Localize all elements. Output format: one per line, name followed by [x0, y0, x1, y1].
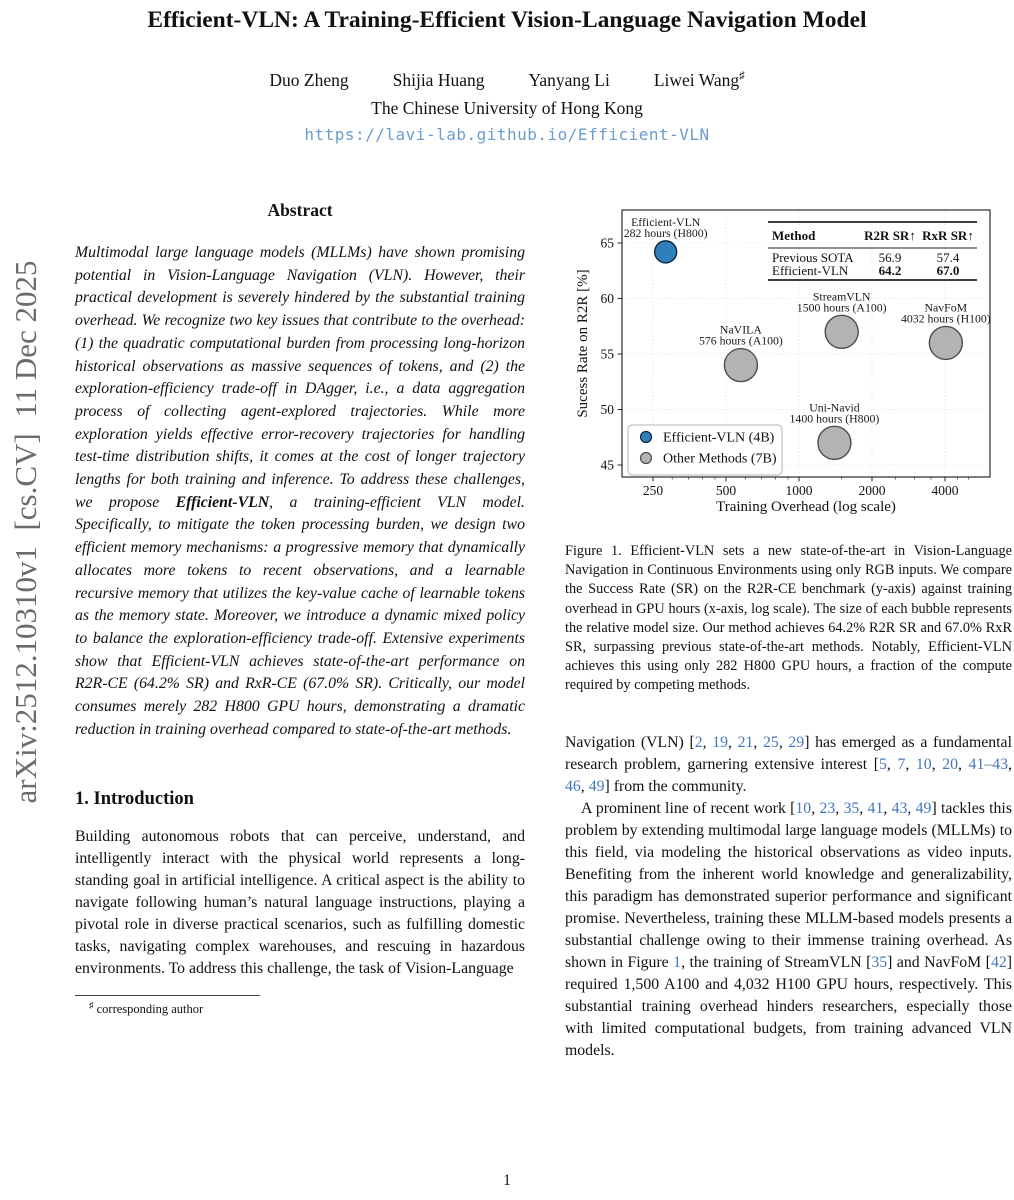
legend-label: Efficient-VLN (4B) [663, 430, 775, 446]
corresponding-author-mark: ♯ [739, 70, 745, 83]
bubble-label: NaVILA [719, 322, 762, 337]
citation-link[interactable]: 5 [879, 755, 887, 773]
bubble-label: Efficient-VLN [631, 214, 701, 229]
citation-link[interactable]: 41 [867, 799, 884, 817]
bubble-streamvln [825, 315, 858, 348]
figure-1-caption: Figure 1. Efficient-VLN sets a new state-of-the-art in Vision-Language Navigation in Continuous Environments using only RGB inputs. We compare the Success Rate (SR) on the R2R-CE benchmark (y-axis) against training overhead in GPU hours (x-axis, log scale). The size of each bubble represents the relative model size. Our method achieves 64.2% R2R SR and 67.0% RxR SR, surpassing previous state-of-the-art methods. Notably, Efficient-VLN achieves this using only 282 H800 GPU hours, a fraction of the compute required by competing methods. [565, 543, 1012, 694]
y-tick-label: 45 [600, 457, 614, 473]
citation-link[interactable]: 49 [588, 777, 605, 795]
footnote-text-row [75, 1000, 525, 1017]
bubble-label: NavFoM [924, 300, 968, 315]
citation-link[interactable]: 25 [763, 733, 779, 751]
bubble-sublabel: 1500 hours (A100) [796, 300, 887, 315]
author-name: Duo Zheng [269, 70, 349, 90]
inset-table-r2r: 64.2 [878, 263, 902, 278]
inset-table-header: RxR SR↑ [922, 228, 974, 243]
paper-header [0, 6, 1014, 145]
inset-table-r2r: 56.9 [878, 250, 902, 265]
citation-link[interactable]: 35 [843, 799, 860, 817]
y-tick-label: 60 [600, 291, 614, 306]
footnote-rule [75, 995, 260, 996]
x-tick-label: 250 [642, 483, 664, 498]
inset-table-header: R2R SR↑ [864, 228, 916, 243]
inset-table-rxr: 57.4 [936, 250, 960, 265]
abstract-heading: Abstract [267, 200, 333, 220]
authors-row [0, 70, 1014, 91]
introduction-paragraph: Building autonomous robots that can perceive, understand, and intelligently interact with the physical world represents a long-standing goal in artificial intelligence. A critical aspect is the ability to navigate following human’s natural language instructions, playing a pivotal role in diverse practical scenarios, such as fulfilling domestic tasks, navigating complex warehouses, and rescuing in hazardous environments. To address this challenge, the task of Vision-Language [75, 828, 525, 977]
citation-link[interactable]: 19 [712, 733, 729, 751]
citation-link[interactable]: 35 [871, 953, 888, 971]
bubble-efficient-vln [655, 241, 677, 263]
x-tick-label: 1000 [785, 483, 813, 498]
bubble-uni-navid [818, 426, 851, 459]
abstract-text: Multimodal large language models (MLLMs) have shown promising potential in Vision-Language Navigation (VLN). However, their practical development is severely hindered by the substantial training overhead. We recognize two key issues that contribute to the overhead: (1) the quadratic computational burden from processing long-horizon historical observations as massive sequences of tokens, and (2) the exploration-efficiency trade-off in DAgger, i.e., a data aggregation process of collecting agent-explored trajectories. While more exploration yields effective error-recovery trajectories for handling test-time distribution shifts, it comes at the cost of longer trajectory lengths for both training and inference. To address these challenges, we propose Efficient-VLN, a training-efficient VLN model. Specifically, to mitigate the token processing burden, we design two efficient memory mechanisms: a progressive memory that dynamically allocates more tokens to recent observations, and a learnable recursive memory that utilizes the key-value cache of learnable tokens as the memory state. Moreover, we introduce a dynamic mixed policy to balance the exploration-efficiency trade-off. Extensive experiments show that Efficient-VLN achieves state-of-the-art performance on R2R-CE (64.2% SR) and RxR-CE (67.0% SR). Critically, our model consumes merely 282 H800 GPU hours, demonstrating a dramatic reduction in training overhead compared to state-of-the-art methods. [75, 244, 525, 738]
bubble-sublabel: 576 hours (A100) [698, 333, 783, 348]
author-name: Shijia Huang [392, 70, 485, 90]
bubble-navfom [929, 326, 962, 359]
citation-link[interactable]: 49 [915, 799, 932, 817]
citation-link[interactable]: 23 [819, 799, 836, 817]
inset-table-method: Efficient-VLN [772, 263, 849, 278]
x-tick-label: 4000 [931, 483, 959, 498]
footnote [75, 995, 525, 1017]
y-tick-label: 55 [600, 346, 614, 362]
citation-link[interactable]: 21 [737, 733, 754, 751]
y-tick-label: 50 [600, 402, 614, 417]
inset-table-header: Method [772, 228, 816, 243]
x-axis-label: Training Overhead (log scale) [716, 499, 896, 515]
bubble-sublabel: 1400 hours (H800) [789, 411, 880, 426]
inset-table-rxr: 67.0 [936, 263, 960, 278]
author-name: Liwei Wang♯ [653, 70, 745, 90]
affiliation: The Chinese University of Hong Kong [371, 98, 643, 118]
right-column [565, 195, 1012, 1062]
body-paragraph-1: Navigation (VLN) [2, 19, 21, 25, 29] has emerged as a fundamental research problem, garnering extensive interest [5, 7, 10, 20, 41–43, 46, 49] from the community. [565, 733, 1012, 795]
footnote-text: corresponding author [96, 1001, 204, 1016]
legend-marker [641, 432, 652, 443]
introduction-heading: 1. Introduction [75, 789, 194, 810]
x-tick-label: 2000 [858, 483, 886, 498]
citation-link[interactable]: 10 [915, 755, 932, 773]
footnote-marker: ♯ [89, 999, 94, 1010]
page-number: 1 [503, 1172, 511, 1189]
inset-table-method: Previous SOTA [772, 250, 854, 265]
citation-link[interactable]: 43 [891, 799, 908, 817]
project-url-row [0, 125, 1014, 145]
citation-link[interactable]: 41–43 [968, 755, 1009, 773]
citation-link[interactable]: 46 [565, 777, 581, 795]
citation-link[interactable]: 7 [897, 755, 906, 773]
left-column [75, 200, 525, 1017]
y-axis-label: Sucess Rate on R2R [%] [575, 269, 591, 418]
author-name: Yanyang Li [528, 70, 610, 90]
bubble-label: Uni-Navid [809, 400, 860, 415]
arxiv-banner: arXiv:2512.10310v1 [cs.CV] 11 Dec 2025 [8, 260, 43, 804]
bubble-sublabel: 4032 hours (H100) [900, 311, 991, 326]
project-url-link[interactable]: https://lavi-lab.github.io/Efficient-VLN [304, 125, 710, 144]
legend-label: Other Methods (7B) [663, 451, 777, 467]
bubble-label: StreamVLN [812, 289, 871, 304]
bubble-navila [724, 349, 757, 382]
bubble-sublabel: 282 hours (H800) [623, 225, 708, 240]
legend-marker [641, 453, 652, 464]
citation-link[interactable]: 1 [673, 953, 682, 971]
citation-link[interactable]: 2 [694, 733, 703, 751]
x-tick-label: 500 [715, 483, 737, 498]
citation-link[interactable]: 20 [942, 755, 959, 773]
citation-link[interactable]: 29 [788, 733, 805, 751]
figure-1-bubble-chart [565, 195, 1012, 515]
citation-link[interactable]: 10 [795, 799, 812, 817]
y-tick-label: 65 [600, 235, 614, 251]
body-paragraph-2: A prominent line of recent work [10, 23, 35, 41, 43, 49] tackles this problem by extending multimodal large language models (MLLMs) to this field, via modeling the historical observations as video inputs. Benefiting from the inherent world knowledge and generalizability, this paradigm has demonstrated superior performance and significant promise. Nevertheless, training these MLLM-based models presents a substantial challenge owing to their immense training overhead. As shown in Figure 1, the training of StreamVLN [35] and NavFoM [42] required 1,500 A100 and 4,032 H100 GPU hours, respectively. This substantial training overhead hinders researchers, especially those with limited computational budgets, from training advanced VLN models. [565, 799, 1012, 1059]
citation-link[interactable]: 42 [990, 953, 1007, 971]
paper-title: Efficient-VLN: A Training-Efficient Vision-Language Navigation Model [147, 7, 867, 33]
